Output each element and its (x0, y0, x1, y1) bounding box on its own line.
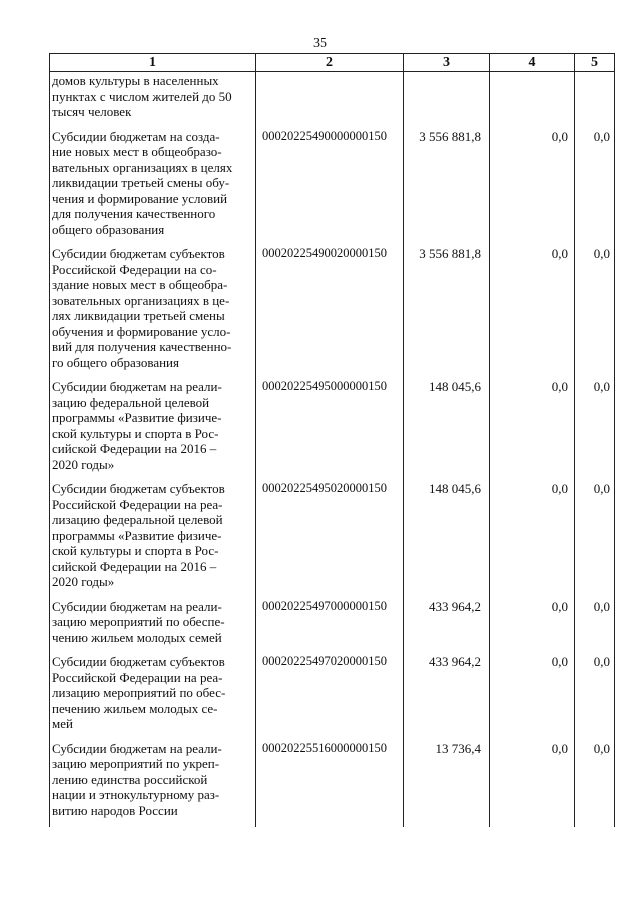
row-col3-value: 13 736,4 (404, 741, 490, 828)
row-name: Субсидии бюджетам на созда- ние новых мест в общеобразо- вательных организациях в целях ликвидации третьей смены обу- чения и формирование условий для получения качественного общего образования (50, 129, 256, 247)
table-row (50, 481, 615, 599)
row-col5-value: 0,0 (575, 481, 615, 599)
row-code (256, 72, 404, 129)
row-code: 00020225497000000150 (256, 599, 404, 655)
row-col5-value: 0,0 (575, 246, 615, 379)
header-col-3: 3 (404, 54, 490, 72)
row-col4-value: 0,0 (490, 379, 575, 481)
header-col-4: 4 (490, 54, 575, 72)
row-col5-value: 0,0 (575, 379, 615, 481)
budget-table (49, 53, 615, 827)
table-row (50, 599, 615, 655)
header-col-1: 1 (50, 54, 256, 72)
row-code: 00020225495000000150 (256, 379, 404, 481)
row-name: Субсидии бюджетам на реали- зацию федеральной целевой программы «Развитие физиче- ской культуры и спорта в Рос- сийской Федерации на 2016 – 2020 годы» (50, 379, 256, 481)
row-name: Субсидии бюджетам на реали- зацию мероприятий по обеспе- чению жильем молодых семей (50, 599, 256, 655)
row-code: 00020225495020000150 (256, 481, 404, 599)
row-name: Субсидии бюджетам субъектов Российской Федерации на реа- лизацию мероприятий по обес- печению жильем молодых се- мей (50, 654, 256, 741)
row-code: 00020225490020000150 (256, 246, 404, 379)
row-col4-value: 0,0 (490, 654, 575, 741)
table-row (50, 654, 615, 741)
row-col3-value: 3 556 881,8 (404, 129, 490, 247)
row-code: 00020225497020000150 (256, 654, 404, 741)
table-body (50, 72, 615, 828)
row-col4-value: 0,0 (490, 246, 575, 379)
row-col4-value: 0,0 (490, 129, 575, 247)
row-col5-value: 0,0 (575, 654, 615, 741)
row-col3-value: 148 045,6 (404, 379, 490, 481)
table-row (50, 246, 615, 379)
row-col4-value: 0,0 (490, 599, 575, 655)
header-row (50, 54, 615, 72)
row-col4-value: 0,0 (490, 741, 575, 828)
row-col5-value (575, 72, 615, 129)
page-number: 35 (313, 36, 327, 51)
row-col4-value: 0,0 (490, 481, 575, 599)
header-col-5: 5 (575, 54, 615, 72)
table-header (50, 54, 615, 72)
row-col3-value: 433 964,2 (404, 599, 490, 655)
table-row (50, 379, 615, 481)
row-col3-value (404, 72, 490, 129)
row-name: Субсидии бюджетам субъектов Российской Федерации на реа- лизацию федеральной целевой программы «Развитие физиче- ской культуры и спорта в Рос- сийской Федерации на 2016 – 2020 годы» (50, 481, 256, 599)
row-code: 00020225490000000150 (256, 129, 404, 247)
row-col5-value: 0,0 (575, 741, 615, 828)
row-col3-value: 433 964,2 (404, 654, 490, 741)
row-code: 00020225516000000150 (256, 741, 404, 828)
table-row (50, 741, 615, 828)
row-col5-value: 0,0 (575, 129, 615, 247)
row-name: домов культуры в населенных пунктах с числом жителей до 50 тысяч человек (50, 72, 256, 129)
row-col3-value: 3 556 881,8 (404, 246, 490, 379)
table-row (50, 72, 615, 129)
row-col4-value (490, 72, 575, 129)
row-name: Субсидии бюджетам субъектов Российской Федерации на со- здание новых мест в общеобра- зовательных организациях в це- лях ликвидации третьей смены обучения и формирование усло- вий для получения качественно- го общего образования (50, 246, 256, 379)
table-row (50, 129, 615, 247)
row-name: Субсидии бюджетам на реали- зацию мероприятий по укреп- лению единства российской нации и этнокультурному раз- витию народов России (50, 741, 256, 828)
row-col5-value: 0,0 (575, 599, 615, 655)
header-col-2: 2 (256, 54, 404, 72)
row-col3-value: 148 045,6 (404, 481, 490, 599)
